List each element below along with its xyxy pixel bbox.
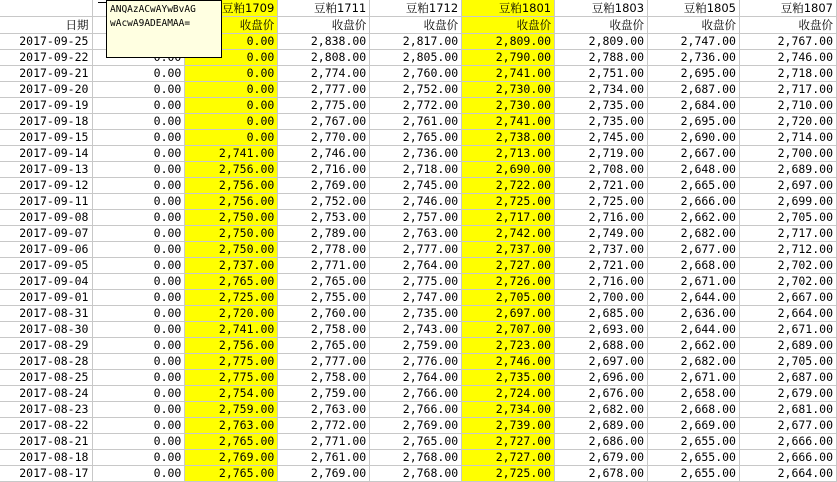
table-row	[0, 354, 837, 370]
table-row	[0, 82, 837, 98]
header-corner-cell[interactable]	[0, 0, 93, 17]
column-header-contract[interactable]: 豆粕1805	[648, 0, 740, 17]
price-cell[interactable]: 0.00	[93, 434, 185, 450]
price-cell[interactable]: 2,717.00	[462, 210, 555, 226]
date-cell[interactable]: 2017-08-25	[0, 370, 93, 386]
price-cell[interactable]: 2,725.00	[462, 194, 555, 210]
table-row	[0, 402, 837, 418]
price-cell[interactable]: 2,726.00	[462, 274, 555, 290]
price-cell[interactable]: 2,725.00	[185, 290, 278, 306]
price-cell[interactable]: 2,768.00	[370, 466, 462, 482]
price-cell[interactable]: 2,775.00	[185, 370, 278, 386]
price-cell[interactable]: 2,817.00	[370, 34, 462, 50]
price-cell[interactable]: 2,725.00	[555, 194, 648, 210]
table-row	[0, 450, 837, 466]
price-cell[interactable]: 2,766.00	[370, 386, 462, 402]
price-cell[interactable]: 2,777.00	[278, 82, 370, 98]
price-cell[interactable]: 2,666.00	[739, 450, 836, 466]
price-cell[interactable]: 2,700.00	[555, 290, 648, 306]
date-cell[interactable]: 2017-09-01	[0, 290, 93, 306]
price-cell[interactable]: 0.00	[93, 450, 185, 466]
price-cell[interactable]: 2,665.00	[648, 178, 740, 194]
price-cell[interactable]: 2,722.00	[462, 178, 555, 194]
table-row	[0, 466, 837, 482]
price-cell[interactable]: 2,763.00	[185, 418, 278, 434]
price-cell[interactable]: 2,741.00	[185, 322, 278, 338]
price-cell[interactable]: 2,767.00	[278, 114, 370, 130]
price-cell[interactable]: 2,737.00	[555, 242, 648, 258]
price-cell[interactable]: 2,751.00	[555, 66, 648, 82]
date-cell[interactable]: 2017-08-21	[0, 434, 93, 450]
table-row	[0, 338, 837, 354]
price-cell[interactable]: 2,737.00	[185, 258, 278, 274]
price-cell[interactable]: 0.00	[93, 370, 185, 386]
price-cell[interactable]: 2,769.00	[278, 466, 370, 482]
price-cell[interactable]: 2,765.00	[278, 274, 370, 290]
price-cell[interactable]: 2,686.00	[555, 434, 648, 450]
price-cell[interactable]: 2,710.00	[739, 98, 836, 114]
price-cell[interactable]: 2,671.00	[739, 322, 836, 338]
price-cell[interactable]: 2,688.00	[555, 338, 648, 354]
price-cell[interactable]: 2,759.00	[370, 338, 462, 354]
price-cell[interactable]: 2,721.00	[555, 258, 648, 274]
date-cell[interactable]: 2017-09-05	[0, 258, 93, 274]
price-cell[interactable]: 2,718.00	[370, 162, 462, 178]
price-cell[interactable]: 2,689.00	[555, 418, 648, 434]
price-cell[interactable]: 2,664.00	[739, 466, 836, 482]
column-header-contract[interactable]: 豆粕1801	[462, 0, 555, 17]
price-cell[interactable]: 2,655.00	[648, 466, 740, 482]
price-cell[interactable]: 0.00	[93, 226, 185, 242]
date-cell[interactable]: 2017-09-04	[0, 274, 93, 290]
price-cell[interactable]: 2,769.00	[370, 418, 462, 434]
date-cell[interactable]: 2017-09-25	[0, 34, 93, 50]
price-cell[interactable]: 2,666.00	[648, 194, 740, 210]
price-cell[interactable]: 2,768.00	[370, 450, 462, 466]
table-row	[0, 370, 837, 386]
price-cell[interactable]: 0.00	[93, 98, 185, 114]
price-cell[interactable]: 2,763.00	[370, 226, 462, 242]
price-cell[interactable]: 2,745.00	[370, 178, 462, 194]
date-cell[interactable]: 2017-08-17	[0, 466, 93, 482]
date-cell[interactable]: 2017-09-07	[0, 226, 93, 242]
price-cell[interactable]: 2,671.00	[648, 370, 740, 386]
price-cell[interactable]: 0.00	[185, 114, 278, 130]
price-cell[interactable]: 0.00	[185, 82, 278, 98]
price-cell[interactable]: 2,725.00	[462, 466, 555, 482]
date-cell[interactable]: 2017-09-20	[0, 82, 93, 98]
price-cell[interactable]: 2,690.00	[648, 130, 740, 146]
price-cell[interactable]: 2,702.00	[739, 258, 836, 274]
price-cell[interactable]: 2,677.00	[739, 418, 836, 434]
price-cell[interactable]: 0.00	[93, 82, 185, 98]
price-cell[interactable]: 2,734.00	[462, 402, 555, 418]
price-cell[interactable]: 2,693.00	[555, 322, 648, 338]
price-cell[interactable]: 2,689.00	[739, 338, 836, 354]
column-header-field[interactable]: 收盘价	[278, 17, 370, 34]
price-cell[interactable]: 2,756.00	[185, 194, 278, 210]
date-cell[interactable]: 2017-09-21	[0, 66, 93, 82]
date-cell[interactable]: 2017-08-24	[0, 386, 93, 402]
price-cell[interactable]: 0.00	[93, 386, 185, 402]
price-cell[interactable]: 2,777.00	[278, 354, 370, 370]
price-cell[interactable]: 2,750.00	[185, 226, 278, 242]
column-header-field[interactable]: 收盘价	[462, 17, 555, 34]
price-cell[interactable]: 2,720.00	[739, 114, 836, 130]
date-cell[interactable]: 2017-09-19	[0, 98, 93, 114]
price-cell[interactable]: 0.00	[93, 354, 185, 370]
price-cell[interactable]: 2,767.00	[739, 34, 836, 50]
price-cell[interactable]: 0.00	[93, 242, 185, 258]
table-row	[0, 306, 837, 322]
price-cell[interactable]: 0.00	[185, 34, 278, 50]
price-cell[interactable]: 2,765.00	[370, 434, 462, 450]
table-row	[0, 386, 837, 402]
price-cell[interactable]: 2,682.00	[648, 226, 740, 242]
table-row	[0, 162, 837, 178]
price-cell[interactable]: 2,770.00	[278, 130, 370, 146]
date-cell[interactable]: 2017-08-18	[0, 450, 93, 466]
price-cell[interactable]: 2,721.00	[555, 178, 648, 194]
price-cell[interactable]: 2,644.00	[648, 322, 740, 338]
price-cell[interactable]: 0.00	[93, 210, 185, 226]
comment-line: ANQAzACwAYwBvAG	[110, 4, 196, 15]
price-cell[interactable]: 2,750.00	[185, 242, 278, 258]
price-cell[interactable]: 2,769.00	[278, 178, 370, 194]
column-header-field[interactable]: 收盘价	[370, 17, 462, 34]
price-cell[interactable]: 2,720.00	[185, 306, 278, 322]
price-cell[interactable]: 2,736.00	[648, 50, 740, 66]
price-cell[interactable]: 2,697.00	[739, 178, 836, 194]
price-cell[interactable]: 2,696.00	[555, 370, 648, 386]
price-cell[interactable]: 2,775.00	[278, 98, 370, 114]
price-cell[interactable]: 2,838.00	[278, 34, 370, 50]
date-cell[interactable]: 2017-09-06	[0, 242, 93, 258]
price-cell[interactable]: 2,805.00	[370, 50, 462, 66]
price-cell[interactable]: 2,735.00	[462, 370, 555, 386]
date-cell[interactable]: 2017-08-23	[0, 402, 93, 418]
price-cell[interactable]: 2,717.00	[739, 226, 836, 242]
price-cell[interactable]: 2,746.00	[739, 50, 836, 66]
price-cell[interactable]: 0.00	[93, 418, 185, 434]
price-cell[interactable]: 2,760.00	[370, 66, 462, 82]
price-cell[interactable]: 2,755.00	[278, 290, 370, 306]
price-cell[interactable]: 2,727.00	[462, 450, 555, 466]
price-cell[interactable]: 2,756.00	[185, 338, 278, 354]
price-cell[interactable]: 2,705.00	[739, 354, 836, 370]
price-cell[interactable]: 2,766.00	[370, 402, 462, 418]
price-cell[interactable]: 2,771.00	[278, 434, 370, 450]
date-cell[interactable]: 2017-08-29	[0, 338, 93, 354]
price-cell[interactable]: 0.00	[93, 162, 185, 178]
price-cell[interactable]: 2,759.00	[185, 402, 278, 418]
price-cell[interactable]: 2,764.00	[370, 370, 462, 386]
price-cell[interactable]: 2,682.00	[648, 354, 740, 370]
price-cell[interactable]: 2,760.00	[278, 306, 370, 322]
price-cell[interactable]: 2,765.00	[278, 338, 370, 354]
table-row	[0, 130, 837, 146]
price-cell[interactable]: 2,742.00	[462, 226, 555, 242]
price-cell[interactable]: 2,648.00	[648, 162, 740, 178]
table-row	[0, 322, 837, 338]
price-cell[interactable]: 2,759.00	[278, 386, 370, 402]
price-cell[interactable]: 2,676.00	[555, 386, 648, 402]
price-cell[interactable]: 2,763.00	[278, 402, 370, 418]
price-cell[interactable]: 2,687.00	[739, 370, 836, 386]
price-cell[interactable]: 2,644.00	[648, 290, 740, 306]
price-cell[interactable]: 2,677.00	[648, 242, 740, 258]
price-cell[interactable]: 2,765.00	[185, 274, 278, 290]
price-cell[interactable]: 2,727.00	[462, 258, 555, 274]
date-cell[interactable]: 2017-09-18	[0, 114, 93, 130]
price-cell[interactable]: 2,788.00	[555, 50, 648, 66]
price-cell[interactable]: 2,747.00	[370, 290, 462, 306]
price-cell[interactable]: 2,718.00	[739, 66, 836, 82]
price-cell[interactable]: 0.00	[93, 146, 185, 162]
price-cell[interactable]: 2,765.00	[185, 434, 278, 450]
price-cell[interactable]: 2,774.00	[278, 66, 370, 82]
price-cell[interactable]: 2,655.00	[648, 434, 740, 450]
price-cell[interactable]: 2,668.00	[648, 402, 740, 418]
price-cell[interactable]: 2,662.00	[648, 338, 740, 354]
price-cell[interactable]: 2,730.00	[462, 98, 555, 114]
date-cell[interactable]: 2017-09-15	[0, 130, 93, 146]
price-cell[interactable]: 2,727.00	[462, 434, 555, 450]
table-row	[0, 146, 837, 162]
price-cell[interactable]: 2,741.00	[462, 66, 555, 82]
column-header-field[interactable]: 收盘价	[185, 17, 278, 34]
price-cell[interactable]: 2,666.00	[739, 434, 836, 450]
price-cell[interactable]: 0.00	[185, 130, 278, 146]
date-cell[interactable]: 2017-09-22	[0, 50, 93, 66]
cell-comment-popup	[106, 0, 222, 58]
price-cell[interactable]: 2,669.00	[648, 418, 740, 434]
price-cell[interactable]: 2,730.00	[462, 82, 555, 98]
price-cell[interactable]: 2,741.00	[185, 146, 278, 162]
column-header-contract[interactable]: 豆粕1711	[278, 0, 370, 17]
price-cell[interactable]: 0.00	[93, 258, 185, 274]
table-row	[0, 274, 837, 290]
price-cell[interactable]: 2,764.00	[370, 258, 462, 274]
price-cell[interactable]: 2,636.00	[648, 306, 740, 322]
price-cell[interactable]: 2,739.00	[462, 418, 555, 434]
price-cell[interactable]: 2,713.00	[462, 146, 555, 162]
price-cell[interactable]: 2,662.00	[648, 210, 740, 226]
price-cell[interactable]: 2,735.00	[370, 306, 462, 322]
price-cell[interactable]: 2,707.00	[462, 322, 555, 338]
price-cell[interactable]: 2,808.00	[278, 50, 370, 66]
price-cell[interactable]: 2,695.00	[648, 114, 740, 130]
price-cell[interactable]: 2,689.00	[739, 162, 836, 178]
price-cell[interactable]: 0.00	[93, 466, 185, 482]
price-cell[interactable]: 2,684.00	[648, 98, 740, 114]
price-cell[interactable]: 0.00	[93, 130, 185, 146]
table-row	[0, 290, 837, 306]
table-row	[0, 434, 837, 450]
comment-connector	[98, 2, 106, 3]
column-header-contract[interactable]: 豆粕1803	[555, 0, 648, 17]
price-cell[interactable]: 2,772.00	[370, 98, 462, 114]
table-row	[0, 210, 837, 226]
price-cell[interactable]: 2,771.00	[278, 258, 370, 274]
price-cell[interactable]: 0.00	[93, 274, 185, 290]
price-cell[interactable]: 0.00	[93, 306, 185, 322]
price-cell[interactable]: 0.00	[93, 194, 185, 210]
price-cell[interactable]: 2,777.00	[370, 242, 462, 258]
price-cell[interactable]: 2,737.00	[462, 242, 555, 258]
price-cell[interactable]: 2,761.00	[278, 450, 370, 466]
date-cell[interactable]: 2017-08-28	[0, 354, 93, 370]
column-header-contract[interactable]: 豆粕1709	[185, 0, 278, 17]
price-cell[interactable]: 2,708.00	[555, 162, 648, 178]
table-row	[0, 98, 837, 114]
price-cell[interactable]: 2,769.00	[185, 450, 278, 466]
date-column-header[interactable]: 日期	[0, 17, 93, 34]
price-cell[interactable]: 2,716.00	[278, 162, 370, 178]
price-cell[interactable]: 0.00	[185, 66, 278, 82]
price-cell[interactable]: 2,717.00	[739, 82, 836, 98]
column-header-contract[interactable]: 豆粕1712	[370, 0, 462, 17]
table-row	[0, 66, 837, 82]
price-cell[interactable]: 2,754.00	[185, 386, 278, 402]
price-cell[interactable]: 2,765.00	[185, 466, 278, 482]
price-cell[interactable]: 2,687.00	[648, 82, 740, 98]
price-cell[interactable]: 2,753.00	[278, 210, 370, 226]
price-cell[interactable]: 2,738.00	[462, 130, 555, 146]
price-cell[interactable]: 2,716.00	[555, 210, 648, 226]
price-cell[interactable]: 2,667.00	[648, 146, 740, 162]
date-cell[interactable]: 2017-09-13	[0, 162, 93, 178]
price-cell[interactable]: 2,695.00	[648, 66, 740, 82]
price-cell[interactable]: 0.00	[93, 114, 185, 130]
price-cell[interactable]: 2,702.00	[739, 274, 836, 290]
price-cell[interactable]: 2,712.00	[739, 242, 836, 258]
price-cell[interactable]: 2,736.00	[370, 146, 462, 162]
price-cell[interactable]: 2,741.00	[462, 114, 555, 130]
price-cell[interactable]: 0.00	[93, 338, 185, 354]
date-cell[interactable]: 2017-08-22	[0, 418, 93, 434]
date-cell[interactable]: 2017-09-08	[0, 210, 93, 226]
price-cell[interactable]: 2,667.00	[739, 290, 836, 306]
price-cell[interactable]: 0.00	[93, 322, 185, 338]
price-cell[interactable]: 2,789.00	[278, 226, 370, 242]
price-cell[interactable]: 2,746.00	[370, 194, 462, 210]
column-header-contract[interactable]: 豆粕1807	[739, 0, 836, 17]
price-cell[interactable]: 2,678.00	[555, 466, 648, 482]
table-row	[0, 114, 837, 130]
price-cell[interactable]: 2,714.00	[739, 130, 836, 146]
price-cell[interactable]: 2,745.00	[555, 130, 648, 146]
price-cell[interactable]: 2,699.00	[739, 194, 836, 210]
column-header-field[interactable]: 收盘价	[555, 17, 648, 34]
table-row	[0, 418, 837, 434]
price-cell[interactable]: 2,772.00	[278, 418, 370, 434]
price-cell[interactable]: 2,752.00	[370, 82, 462, 98]
price-cell[interactable]: 0.00	[93, 402, 185, 418]
price-cell[interactable]: 2,749.00	[555, 226, 648, 242]
price-cell[interactable]: 2,658.00	[648, 386, 740, 402]
price-cell[interactable]: 2,697.00	[462, 306, 555, 322]
price-cell[interactable]: 2,758.00	[278, 322, 370, 338]
table-row	[0, 194, 837, 210]
price-cell[interactable]: 2,746.00	[462, 354, 555, 370]
price-cell[interactable]: 2,756.00	[185, 178, 278, 194]
table-row	[0, 242, 837, 258]
price-cell[interactable]: 2,700.00	[739, 146, 836, 162]
table-row	[0, 178, 837, 194]
price-cell[interactable]: 2,743.00	[370, 322, 462, 338]
price-cell[interactable]: 2,716.00	[555, 274, 648, 290]
price-cell[interactable]: 2,679.00	[555, 450, 648, 466]
price-cell[interactable]: 2,655.00	[648, 450, 740, 466]
price-cell[interactable]: 0.00	[93, 178, 185, 194]
price-cell[interactable]: 2,671.00	[648, 274, 740, 290]
price-cell[interactable]: 2,757.00	[370, 210, 462, 226]
price-cell[interactable]: 2,682.00	[555, 402, 648, 418]
price-cell[interactable]: 2,735.00	[555, 114, 648, 130]
table-row	[0, 258, 837, 274]
price-cell[interactable]: 0.00	[93, 66, 185, 82]
column-header-field[interactable]: 收盘价	[739, 17, 836, 34]
price-cell[interactable]: 2,690.00	[462, 162, 555, 178]
price-cell[interactable]: 2,723.00	[462, 338, 555, 354]
price-cell[interactable]: 2,778.00	[278, 242, 370, 258]
date-cell[interactable]: 2017-09-14	[0, 146, 93, 162]
price-cell[interactable]: 2,765.00	[370, 130, 462, 146]
date-cell[interactable]: 2017-09-12	[0, 178, 93, 194]
price-cell[interactable]: 0.00	[185, 50, 278, 66]
table-row	[0, 226, 837, 242]
price-cell[interactable]: 2,681.00	[739, 402, 836, 418]
price-cell[interactable]: 2,776.00	[370, 354, 462, 370]
comment-line: wAcwA9ADEAMAA=	[110, 18, 191, 29]
price-cell[interactable]: 0.00	[185, 98, 278, 114]
price-cell[interactable]: 2,685.00	[555, 306, 648, 322]
date-cell[interactable]: 2017-09-11	[0, 194, 93, 210]
price-cell[interactable]: 2,668.00	[648, 258, 740, 274]
price-cell[interactable]: 2,809.00	[462, 34, 555, 50]
date-cell[interactable]: 2017-08-31	[0, 306, 93, 322]
price-cell[interactable]: 2,752.00	[278, 194, 370, 210]
price-cell[interactable]: 2,705.00	[739, 210, 836, 226]
price-cell[interactable]: 2,809.00	[555, 34, 648, 50]
price-cell[interactable]: 2,697.00	[555, 354, 648, 370]
date-cell[interactable]: 2017-08-30	[0, 322, 93, 338]
price-cell[interactable]: 0.00	[93, 290, 185, 306]
price-cell[interactable]: 2,705.00	[462, 290, 555, 306]
price-cell[interactable]: 2,664.00	[739, 306, 836, 322]
price-cell[interactable]: 2,790.00	[462, 50, 555, 66]
price-cell[interactable]: 2,761.00	[370, 114, 462, 130]
price-cell[interactable]: 2,775.00	[370, 274, 462, 290]
price-cell[interactable]: 2,735.00	[555, 98, 648, 114]
price-cell[interactable]: 2,724.00	[462, 386, 555, 402]
price-cell[interactable]: 2,734.00	[555, 82, 648, 98]
price-cell[interactable]: 2,747.00	[648, 34, 740, 50]
price-cell[interactable]: 2,756.00	[185, 162, 278, 178]
price-cell[interactable]: 2,775.00	[185, 354, 278, 370]
price-cell[interactable]: 2,746.00	[278, 146, 370, 162]
column-header-field[interactable]: 收盘价	[648, 17, 740, 34]
price-cell[interactable]: 2,719.00	[555, 146, 648, 162]
price-cell[interactable]: 2,679.00	[739, 386, 836, 402]
price-cell[interactable]: 2,750.00	[185, 210, 278, 226]
price-cell[interactable]: 2,758.00	[278, 370, 370, 386]
